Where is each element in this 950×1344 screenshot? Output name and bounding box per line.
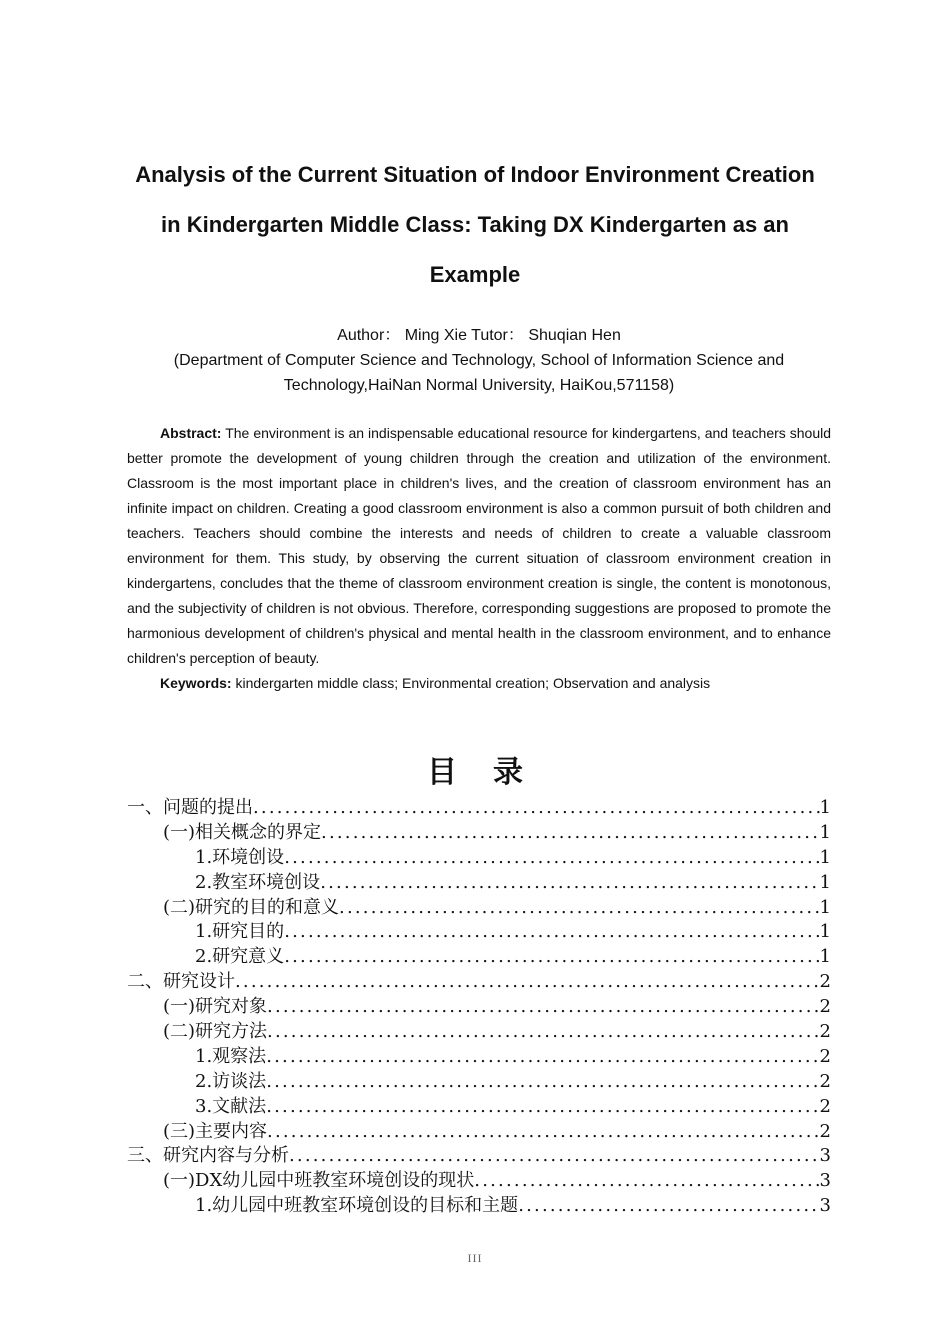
toc-entry[interactable]	[127, 945, 831, 970]
toc-entry-label: 1.幼儿园中班教室环境创设的目标和主题	[195, 1195, 519, 1217]
toc-entry-page: 2	[819, 1021, 831, 1043]
toc-entry[interactable]	[127, 1120, 831, 1145]
toc-entry[interactable]	[127, 1194, 831, 1219]
toc-leader-dots	[253, 796, 820, 821]
toc-entry-page: 1	[819, 871, 831, 893]
toc-leader-dots	[320, 871, 819, 896]
affiliation-line: (Department of Computer Science and Technology, School of Information Science and	[173, 352, 785, 369]
toc-entry[interactable]	[127, 1169, 831, 1194]
toc-entry[interactable]	[127, 796, 831, 821]
toc-leader-dots	[266, 1045, 819, 1070]
toc-entry-label: (一)相关概念的界定	[163, 821, 322, 843]
toc-entry[interactable]	[127, 920, 831, 945]
toc-leader-dots	[321, 821, 820, 846]
keywords-text: kindergarten middle class; Environmental creation; Observation and analysis	[235, 675, 711, 691]
toc-entry[interactable]	[127, 1144, 831, 1169]
toc-leader-dots	[267, 1020, 820, 1045]
toc-entry[interactable]	[127, 821, 831, 846]
toc-leader-dots	[339, 896, 820, 921]
toc-leader-dots	[518, 1194, 819, 1219]
toc-entry-page: 2	[819, 1070, 831, 1092]
toc-entry-label: 3.文献法	[195, 1095, 267, 1117]
toc-entry[interactable]	[127, 896, 831, 921]
toc-leader-dots	[266, 1095, 819, 1120]
toc-entry-page: 3	[819, 1170, 831, 1192]
toc-entry[interactable]	[127, 1045, 831, 1070]
abstract-paragraph	[127, 421, 831, 671]
toc-entry-page: 2	[819, 1045, 831, 1067]
toc-entry-page: 2	[819, 996, 831, 1018]
toc-leader-dots	[267, 1120, 820, 1145]
toc-entry-label: (二)研究方法	[163, 1021, 268, 1043]
author-block	[127, 323, 831, 398]
toc-heading: 目录	[427, 755, 559, 790]
toc-leader-dots	[284, 945, 819, 970]
toc-entry-page: 3	[819, 1195, 831, 1217]
toc-entry-page: 1	[819, 946, 831, 968]
title-line: Example	[429, 262, 521, 287]
toc-entry-label: (三)主要内容	[163, 1120, 268, 1142]
toc-leader-dots	[474, 1169, 819, 1194]
paper-title	[100, 150, 850, 300]
toc-entry-page: 2	[819, 1095, 831, 1117]
toc-entry-label: 2.研究意义	[195, 946, 285, 968]
toc-entry[interactable]	[127, 970, 831, 995]
toc-entry-page: 1	[819, 821, 831, 843]
toc-entry-label: 2.访谈法	[195, 1070, 267, 1092]
affiliation-line: Technology,HaiNan Normal University, HaiKou,571158)	[283, 377, 675, 394]
toc-entry-page: 1	[819, 896, 831, 918]
toc-entry-page: 1	[819, 846, 831, 868]
toc-entry-label: 1.环境创设	[195, 846, 285, 868]
toc-entry-page: 1	[819, 921, 831, 943]
abstract-text: The environment is an indispensable educational resource for kindergartens, and teachers should better promote the development of young children through the creation and utilization of the environment. Classroom is the most important place in children's lives, and the creation of classroom environment has an infinite impact on children. Creating a good classroom environment is also a common pursuit of both children and teachers. Teachers should combine the interests and needs of children to create a valuable classroom environment for them. This study, by observing the current situation of classroom environment creation in kindergartens, concludes that the theme of classroom environment creation is single, the content is monotonous, and the subjectivity of children is not obvious. Therefore, corresponding suggestions are proposed to promote the harmonious development of children's physical and mental health in the classroom environment, and to enhance children's perception of beauty.	[127, 425, 832, 666]
toc-entry[interactable]	[127, 846, 831, 871]
toc-leader-dots	[284, 846, 819, 871]
toc-entry-page: 1	[819, 797, 831, 818]
toc-entry-label: (一)DX幼儿园中班教室环境创设的现状	[163, 1170, 475, 1192]
toc-entry-label: 1.研究目的	[195, 921, 285, 943]
toc-leader-dots	[284, 920, 819, 945]
table-of-contents	[127, 796, 831, 1219]
toc-entry-label: 2.教室环境创设	[195, 871, 321, 893]
authors-line: Author： Ming Xie Tutor： Shuqian Hen	[337, 327, 621, 344]
toc-entry-page: 2	[819, 971, 831, 993]
toc-leader-dots	[267, 995, 820, 1020]
toc-entry[interactable]	[127, 995, 831, 1020]
keywords-label: Keywords:	[160, 675, 232, 691]
toc-leader-dots	[266, 1070, 819, 1095]
toc-entry-page: 3	[819, 1145, 831, 1167]
toc-entry-label: 一、问题的提出	[127, 797, 253, 818]
toc-entry[interactable]	[127, 1095, 831, 1120]
toc-leader-dots	[235, 970, 820, 995]
toc-entry[interactable]	[127, 1020, 831, 1045]
toc-entry-label: 三、研究内容与分析	[127, 1145, 289, 1167]
toc-entry-label: (二)研究的目的和意义	[163, 896, 340, 918]
page-number: III	[467, 1251, 483, 1265]
toc-entry[interactable]	[127, 1070, 831, 1095]
toc-entry[interactable]	[127, 871, 831, 896]
toc-entry-page: 2	[819, 1120, 831, 1142]
toc-entry-label: 二、研究设计	[127, 971, 235, 993]
keywords-paragraph	[127, 671, 831, 696]
toc-entry-label: (一)研究对象	[163, 996, 268, 1018]
abstract-label: Abstract:	[160, 425, 222, 441]
title-line: in Kindergarten Middle Class: Taking DX Kindergarten as an	[161, 212, 789, 237]
toc-leader-dots	[289, 1144, 820, 1169]
abstract-section	[127, 421, 831, 696]
title-line: Analysis of the Current Situation of Indoor Environment Creation	[135, 162, 815, 187]
toc-entry-label: 1.观察法	[195, 1045, 267, 1067]
